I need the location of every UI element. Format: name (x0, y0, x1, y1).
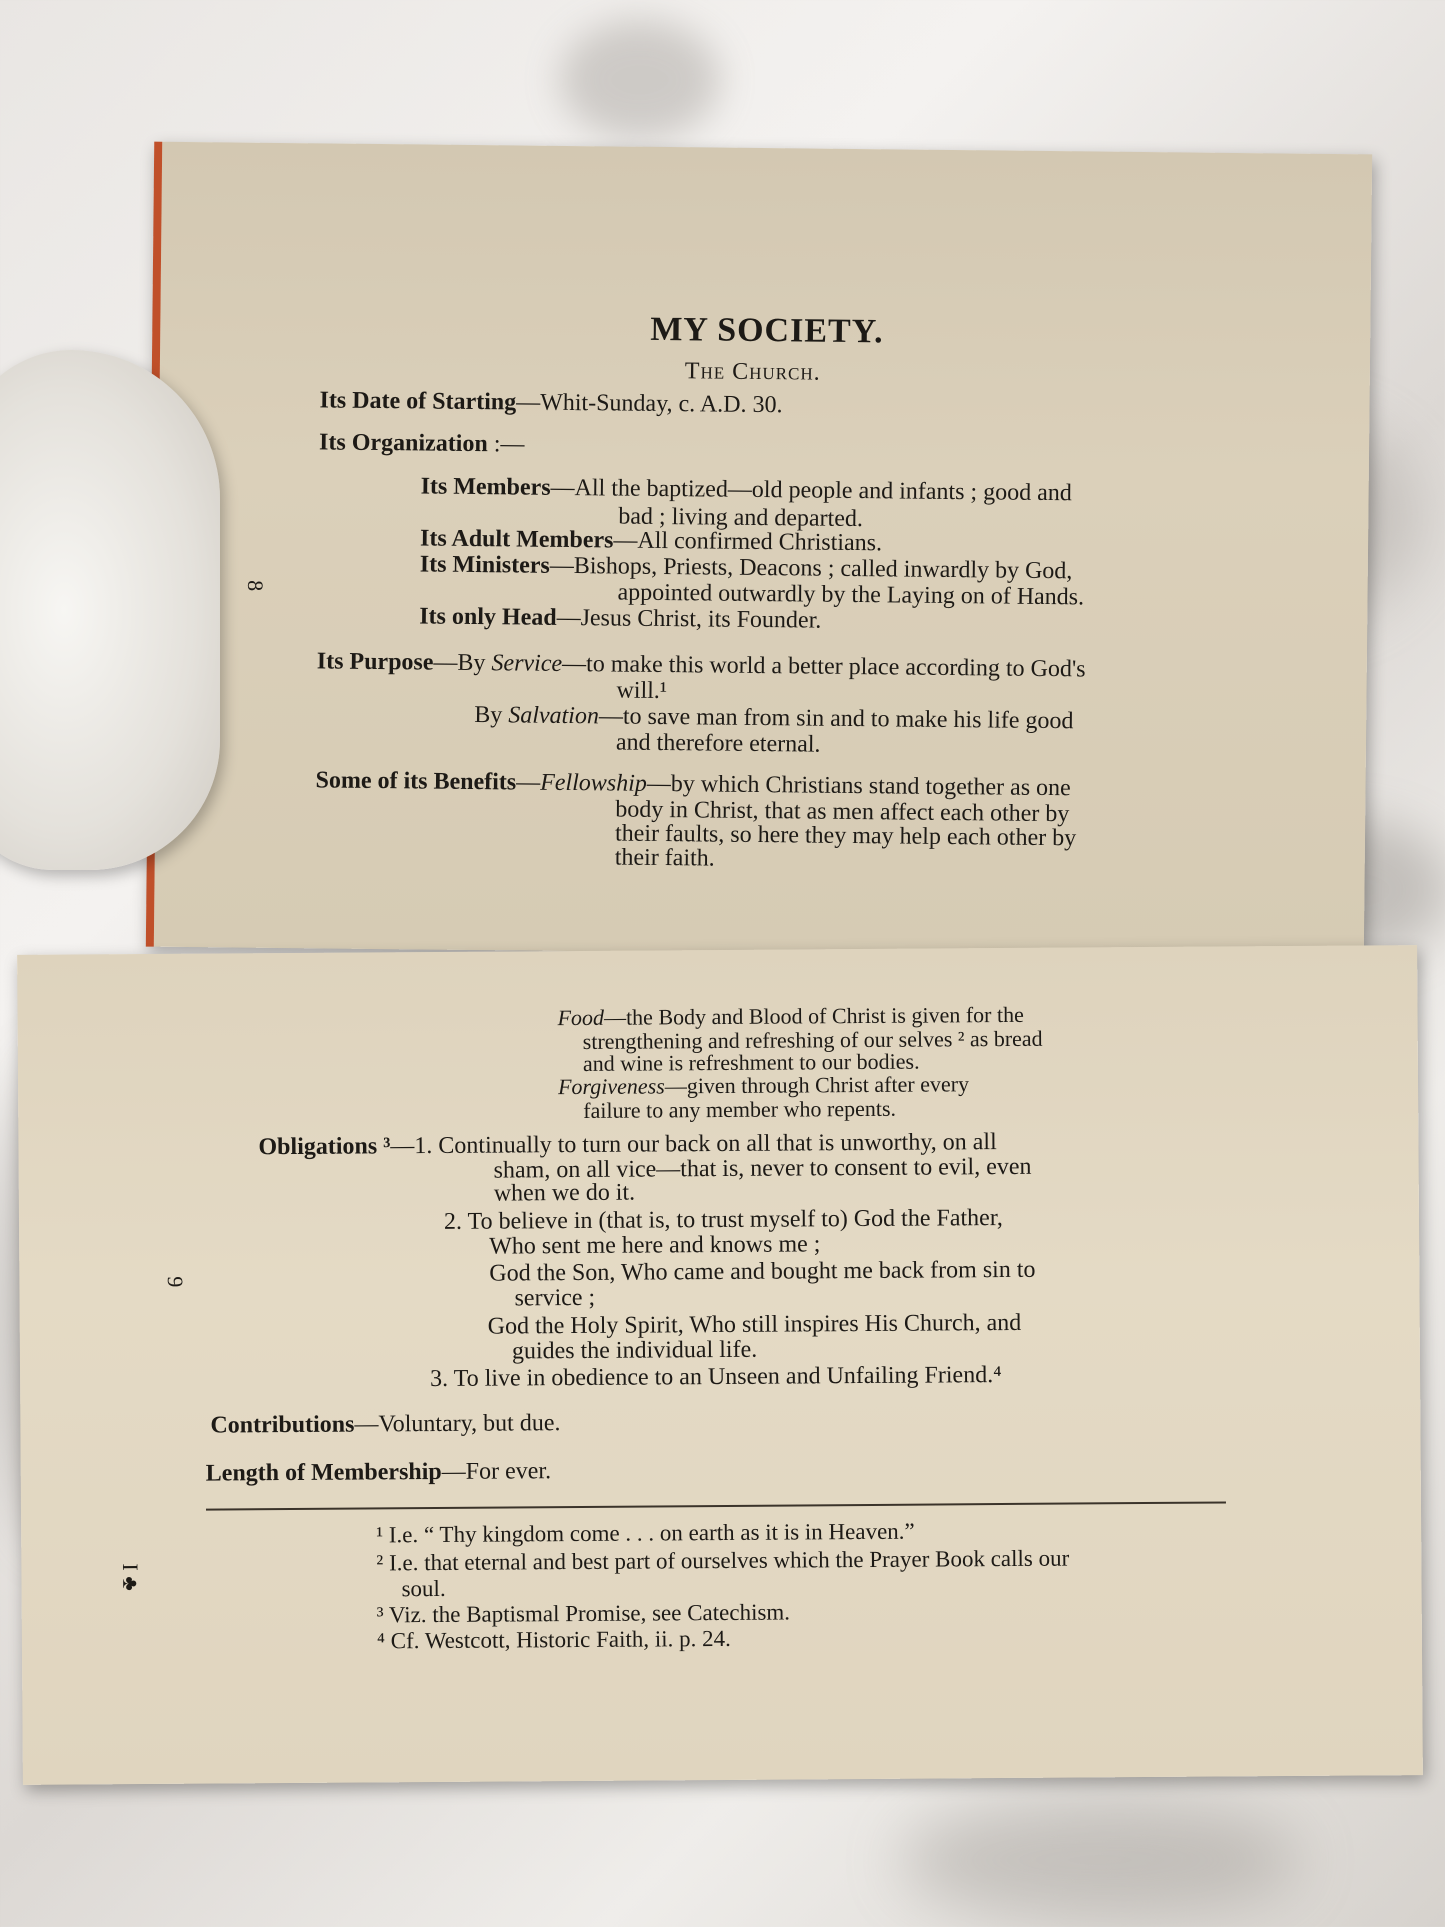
text-line: Its Members—All the baptized—old people and infants ; good and (420, 473, 1072, 507)
text-line: failure to any member who repents. (583, 1095, 897, 1123)
page-number: 9 (162, 1276, 188, 1288)
text-line: Obligations ³—1. Continually to turn our back on all that is unworthy, on all (258, 1129, 997, 1161)
text-line: will.¹ (616, 677, 668, 705)
text-line: appointed outwardly by the Laying on of Hands. (617, 579, 1085, 611)
text-line: By Salvation—to save man from sin and to make his life good (474, 702, 1074, 735)
text-line: Contributions—Voluntary, but due. (210, 1410, 561, 1439)
marble-vein (560, 20, 720, 140)
text-line: Who sent me here and knows me ; (489, 1231, 821, 1260)
text-line: Forgiveness—given through Christ after every (557, 1071, 970, 1100)
text-line: 2. To believe in (that is, to trust myself to) God the Father, (443, 1205, 1003, 1235)
book-page-bottom (17, 945, 1423, 1785)
text-line: service ; (514, 1284, 596, 1312)
text-line: body in Christ, that as men affect each other by (615, 796, 1070, 828)
book-page-top (146, 142, 1372, 960)
text-line: Food—the Body and Blood of Christ is given for the (557, 1001, 1024, 1031)
text-line: Its Purpose—By Service—to make this world a better place according to God's (316, 648, 1086, 683)
footnote: ² I.e. that eternal and best part of ourselves which the Prayer Book calls our (376, 1545, 1070, 1576)
text-line: God the Holy Spirit, Who still inspires His Church, and (487, 1309, 1022, 1340)
text-line: their faith. (614, 844, 715, 872)
text-line: Length of Membership—For ever. (205, 1458, 552, 1487)
text-line: strengthening and refreshing of our selves ² as bread (582, 1025, 1043, 1054)
footnote: soul. (401, 1575, 446, 1602)
page-number: 8 (243, 580, 269, 592)
signature-mark: I ♣ (118, 1563, 144, 1591)
text-line: sham, on all vice—that is, never to consent to evil, even (493, 1153, 1032, 1184)
marble-vein (900, 1800, 1300, 1920)
footnote: ⁴ Cf. Westcott, Historic Faith, ii. p. 24. (376, 1625, 731, 1654)
text-line: bad ; living and departed. (618, 503, 864, 533)
footnote: ³ Viz. the Baptismal Promise, see Catechism. (376, 1599, 791, 1628)
text-line: Its Ministers—Bishops, Priests, Deacons ; called inwardly by God, (419, 551, 1073, 585)
page-subtitle: The Church. (684, 358, 821, 386)
text-line: Its Organization :— (318, 429, 525, 458)
text-line: and therefore eternal. (615, 729, 821, 758)
text-line: when we do it. (493, 1179, 636, 1207)
text-line: Its only Head—Jesus Christ, its Founder. (419, 603, 822, 634)
text-line: and wine is refreshment to our bodies. (582, 1048, 920, 1076)
page-title: MY SOCIETY. (650, 310, 884, 351)
text-line: God the Son, Who came and bought me back from sin to (489, 1256, 1036, 1287)
gloved-hand (0, 350, 220, 870)
footnote: ¹ I.e. “ Thy kingdom come . . . on earth as it is in Heaven.” (376, 1518, 915, 1548)
footnote-rule (206, 1501, 1226, 1510)
text-line: their faults, so here they may help each other by (614, 820, 1077, 852)
text-line: 3. To live in obedience to an Unseen and Unfailing Friend.⁴ (430, 1362, 1002, 1393)
text-line: Its Date of Starting—Whit-Sunday, c. A.D. 30. (319, 387, 783, 419)
text-line: Some of its Benefits—Fellowship—by which Christians stand together as one (315, 767, 1071, 802)
text-line: guides the individual life. (511, 1336, 758, 1365)
text-line: Its Adult Members—All confirmed Christians. (419, 525, 883, 557)
